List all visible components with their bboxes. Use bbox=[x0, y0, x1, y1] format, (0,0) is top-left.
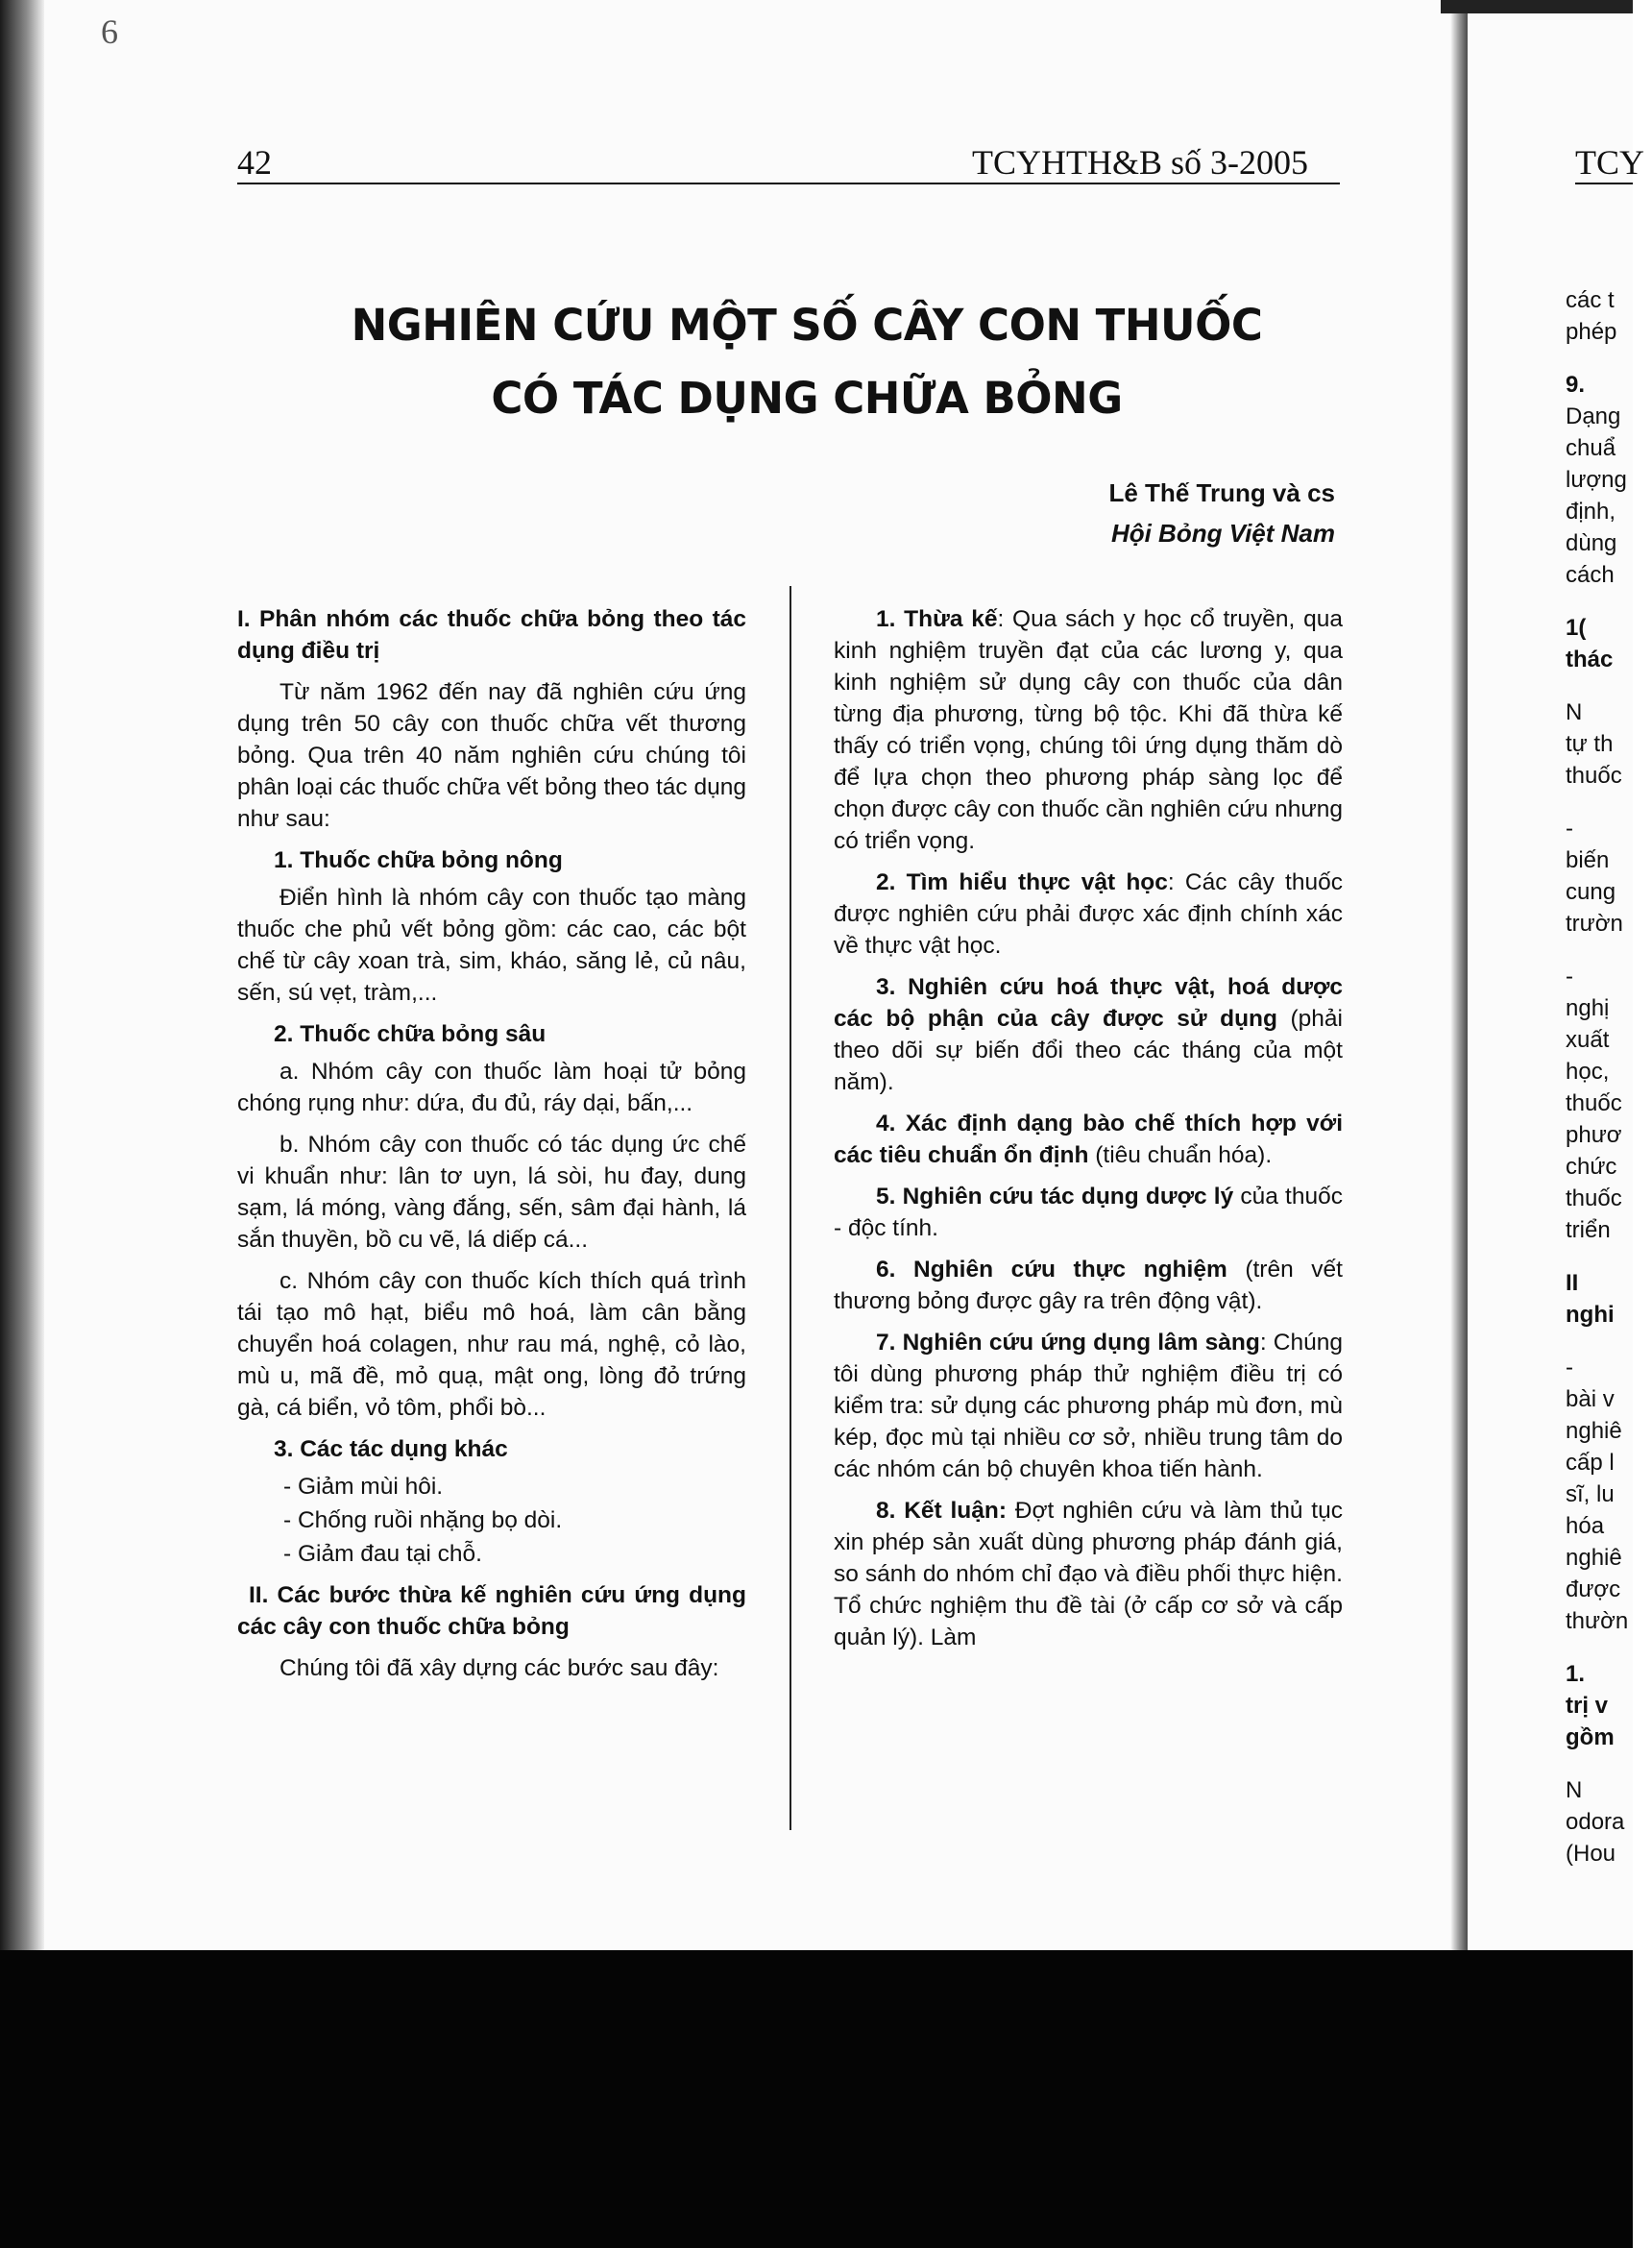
scan-bottom-border bbox=[0, 1950, 1633, 2248]
step-text: : Chúng tôi dùng phương pháp thử nghiệm điều trị có kiểm tra: sử dụng các phương pháp mù đơn, mù kép, đọc mù tại nhiều cơ sở, nhiều trung tâm do các nhóm cán bộ chuyên khoa tiến hành. bbox=[834, 1330, 1343, 1482]
paragraph: c. Nhóm cây con thuốc kích thích quá trình tái tạo mô hạt, biểu mô hoá, làm cân bằng chuyển hoá colagen, như rau má, nghệ, cỏ lào, mù u, mã đề, mỏ quạ, mật ong, lòng đỏ trứng gà, cá biển, vỏ tôm, phổi bò... bbox=[237, 1268, 746, 1421]
fragment-line: được bbox=[1566, 1576, 1621, 1602]
fragment-line: nghi bbox=[1566, 1302, 1615, 1328]
step-paragraph bbox=[834, 1327, 1343, 1485]
paragraph: Điển hình là nhóm cây con thuốc tạo màng thuốc che phủ vết bỏng gồm: các cao, các bột chế từ cây xoan trà, sim, kháo, săng lẻ, củ nâu, sến, sú vẹt, tràm,... bbox=[237, 885, 746, 1006]
fragment-line bbox=[1566, 792, 1652, 813]
page-number: 42 bbox=[237, 143, 272, 182]
fragment-line: thuốc bbox=[1566, 1090, 1622, 1116]
journal-reference: TCYHTH&B số 3-2005 bbox=[972, 143, 1308, 182]
fragment-line bbox=[1566, 1246, 1652, 1267]
fragment-line: thuốc bbox=[1566, 1185, 1622, 1211]
fragment-line: tự th bbox=[1566, 731, 1614, 757]
fragment-line bbox=[1566, 940, 1652, 961]
fragment-line: triển bbox=[1566, 1217, 1611, 1243]
fragment-line: thườn bbox=[1566, 1608, 1629, 1634]
left-column bbox=[237, 603, 746, 1694]
step-heading: 5. Nghiên cứu tác dụng dược lý bbox=[876, 1184, 1234, 1210]
step-paragraph bbox=[834, 1495, 1343, 1653]
step-heading: 7. Nghiên cứu ứng dụng lâm sàng bbox=[876, 1330, 1260, 1356]
fragment-line: bài v bbox=[1566, 1386, 1615, 1412]
next-page-column-fragment bbox=[1566, 284, 1652, 1869]
page-gutter-shadow bbox=[1450, 0, 1468, 1950]
fragment-line: nghiê bbox=[1566, 1545, 1622, 1571]
column-divider bbox=[790, 586, 791, 1830]
fragment-line: trườn bbox=[1566, 911, 1623, 937]
header-rule bbox=[237, 183, 1340, 184]
step-paragraph bbox=[834, 1108, 1343, 1171]
affiliation: Hội Bỏng Việt Nam bbox=[1110, 519, 1335, 548]
list-item: - Giảm đau tại chỗ. bbox=[283, 1541, 482, 1567]
fragment-line: định, bbox=[1566, 499, 1616, 525]
fragment-line: phép bbox=[1566, 319, 1617, 345]
subsection-heading: 2. Thuốc chữa bỏng sâu bbox=[274, 1021, 547, 1047]
step-paragraph bbox=[834, 603, 1343, 857]
step-paragraph bbox=[834, 1181, 1343, 1244]
author: Lê Thế Trung và cs bbox=[1108, 478, 1335, 507]
fragment-line: II bbox=[1566, 1270, 1579, 1296]
fragment-line: nghiê bbox=[1566, 1418, 1622, 1444]
subsection-heading: 3. Các tác dụng khác bbox=[274, 1436, 508, 1462]
step-heading: 1. Thừa kế bbox=[876, 606, 998, 632]
step-text: (tiêu chuẩn hóa). bbox=[1088, 1142, 1273, 1168]
fragment-line: các t bbox=[1566, 287, 1615, 313]
step-heading: 6. Nghiên cứu thực nghiệm bbox=[876, 1257, 1227, 1283]
fragment-line: lượng bbox=[1566, 467, 1627, 493]
fragment-line bbox=[1566, 348, 1652, 369]
step-text: (trên vết thương bỏng được gây ra trên động vật). bbox=[834, 1257, 1343, 1314]
fragment-line: cấp l bbox=[1566, 1450, 1615, 1476]
fragment-line bbox=[1566, 591, 1652, 612]
fragment-line: thác bbox=[1566, 647, 1614, 672]
fragment-line: - bbox=[1566, 816, 1573, 842]
step-paragraph bbox=[834, 971, 1343, 1098]
step-text: : Các cây thuốc được nghiên cứu phải được xác định chính xác về thực vật học. bbox=[834, 869, 1343, 959]
scan-corner-dark bbox=[1441, 0, 1633, 13]
fragment-line: N bbox=[1566, 1777, 1583, 1803]
subsection-heading: 1. Thuốc chữa bỏng nông bbox=[274, 847, 563, 873]
fragment-line: chuẩ bbox=[1566, 435, 1616, 461]
fragment-line: 1. bbox=[1566, 1661, 1586, 1687]
step-heading: 3. Nghiên cứu hoá thực vật, hoá dược các bộ phận của cây được sử dụng bbox=[834, 974, 1343, 1032]
paragraph: Từ năm 1962 đến nay đã nghiên cứu ứng dụng trên 50 cây con thuốc chữa vết thương bỏng. Qua trên 40 năm nghiên cứu chúng tôi phân loại các thuốc chữa vết bỏng theo tác dụng như sau: bbox=[237, 679, 746, 832]
stray-handwritten-mark: 6 bbox=[101, 12, 118, 51]
fragment-line bbox=[1566, 1331, 1652, 1352]
fragment-line: Dạng bbox=[1566, 403, 1621, 429]
fragment-line: học, bbox=[1566, 1059, 1610, 1085]
step-text: của thuốc - độc tính. bbox=[834, 1184, 1343, 1241]
fragment-line: xuất bbox=[1566, 1027, 1610, 1053]
middle-column bbox=[834, 603, 1343, 1663]
list-item: - Chống ruồi nhặng bọ dòi. bbox=[283, 1507, 563, 1533]
step-heading: 2. Tìm hiểu thực vật học bbox=[876, 869, 1168, 895]
article-title-line-2: CÓ TÁC DỤNG CHỮA BỎNG bbox=[491, 373, 1123, 424]
next-page-header-rule bbox=[1575, 183, 1633, 184]
step-text: (phải theo dõi sự biến đổi theo các tháng của một năm). bbox=[834, 1006, 1343, 1095]
binding-shadow bbox=[0, 0, 44, 1950]
fragment-line: hóa bbox=[1566, 1513, 1605, 1539]
paragraph: b. Nhóm cây con thuốc có tác dụng ức chế vi khuẩn như: lân tơ uyn, lá sòi, hu đay, dung sạm, lá móng, vàng đắng, sến, sâm đại hành, lá sắn thuyền, bồ cu vẽ, lá diếp cá... bbox=[237, 1132, 746, 1253]
paragraph: Chúng tôi đã xây dựng các bước sau đây: bbox=[279, 1655, 719, 1681]
fragment-line: (Hou bbox=[1566, 1841, 1616, 1867]
fragment-line bbox=[1566, 1637, 1652, 1658]
step-text: Đợt nghiên cứu và làm thủ tục xin phép sản xuất dùng phương pháp đánh giá, so sánh do nhóm chỉ đạo và điều phối thực hiện. Tổ chức nghiệm thu đề tài (ở cấp cơ sở và cấp quản lý). Làm bbox=[834, 1498, 1343, 1650]
fragment-line: nghị bbox=[1566, 995, 1610, 1021]
fragment-line: 1( bbox=[1566, 615, 1587, 641]
paragraph: a. Nhóm cây con thuốc làm hoại tử bỏng chóng rụng như: dứa, đu đủ, ráy dại, bấn,... bbox=[237, 1059, 746, 1116]
fragment-line: phươ bbox=[1566, 1122, 1622, 1148]
fragment-line: - bbox=[1566, 964, 1573, 990]
fragment-line: cung bbox=[1566, 879, 1616, 905]
list-item: - Giảm mùi hôi. bbox=[283, 1474, 444, 1500]
section-heading: I. Phân nhóm các thuốc chữa bỏng theo tác dụng điều trị bbox=[237, 606, 746, 664]
fragment-line: trị v bbox=[1566, 1693, 1609, 1719]
section-heading: II. Các bước thừa kế nghiên cứu ứng dụng các cây con thuốc chữa bỏng bbox=[237, 1582, 746, 1640]
step-heading: 8. Kết luận: bbox=[876, 1498, 1007, 1524]
fragment-line: N bbox=[1566, 699, 1583, 725]
fragment-line: biến bbox=[1566, 847, 1610, 873]
step-heading: 4. Xác định dạng bào chế thích hợp với các tiêu chuẩn ổn định bbox=[834, 1111, 1343, 1168]
fragment-line: - bbox=[1566, 1355, 1573, 1381]
step-paragraph bbox=[834, 1254, 1343, 1317]
fragment-line: gồm bbox=[1566, 1724, 1615, 1750]
step-text: : Qua sách y học cổ truyền, qua kinh nghiệm truyền đạt của các lương y, qua kinh nghiệm sử dụng cây con thuốc của dân từng địa phương, từng bộ tộc. Khi đã thừa kế thấy có triển vọng, chúng tôi ứng dụng thăm dò để lựa chọn theo phương pháp sàng lọc để chọn được cây con thuốc cần nghiên cứu nhưng có triển vọng. bbox=[834, 606, 1343, 854]
article-title-line-1: NGHIÊN CỨU MỘT SỐ CÂY CON THUỐC bbox=[351, 300, 1263, 351]
fragment-line: sĩ, lu bbox=[1566, 1481, 1615, 1507]
step-paragraph bbox=[834, 867, 1343, 962]
fragment-line: odora bbox=[1566, 1809, 1625, 1835]
next-page-header-fragment: TCY bbox=[1575, 143, 1644, 182]
fragment-line: dùng bbox=[1566, 530, 1617, 556]
fragment-line: thuốc bbox=[1566, 763, 1622, 789]
fragment-line bbox=[1566, 1753, 1652, 1774]
fragment-line bbox=[1566, 675, 1652, 696]
fragment-line: 9. bbox=[1566, 372, 1586, 398]
fragment-line: cách bbox=[1566, 562, 1615, 588]
fragment-line: chức bbox=[1566, 1154, 1617, 1180]
